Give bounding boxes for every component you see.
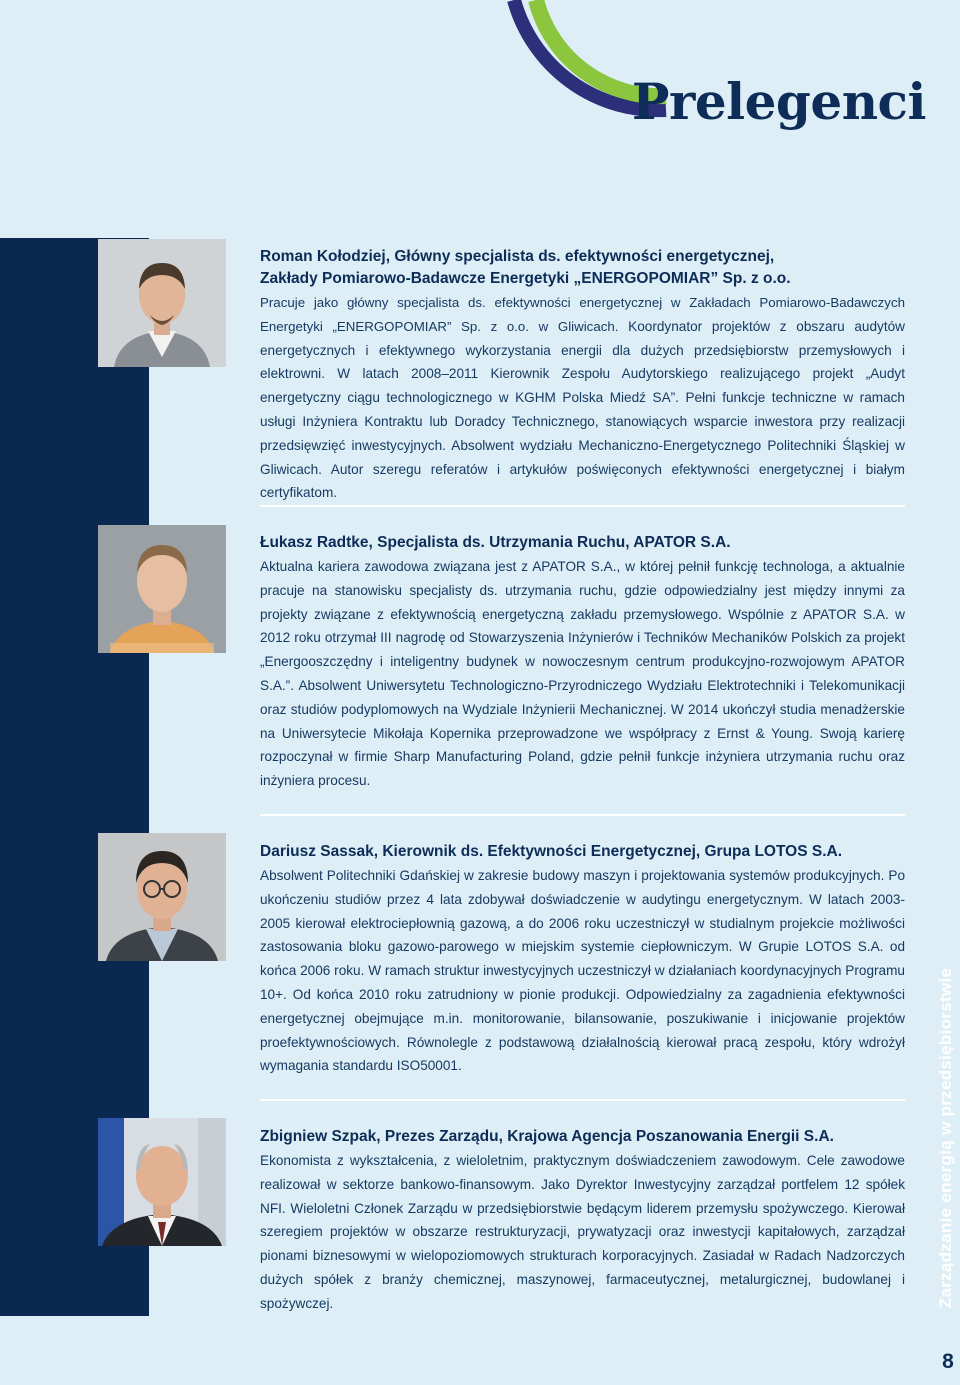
speaker-name-line-1: Roman Kołodziej, Główny specjalista ds. efektywności energetycznej,	[260, 248, 775, 265]
speaker-name-line-2: Zakłady Pomiarowo-Badawcze Energetyki „ENERGOPOMIAR” Sp. z o.o.	[260, 270, 791, 287]
side-label-text: Zarządzanie energią w przedsiębiorstwie	[936, 967, 955, 1309]
speaker-description: Absolwent Politechniki Gdańskiej w zakresie budowy maszyn i projektowania systemów produkcyjnych. Po ukończeniu studiów przez 4 lata zdobywał doświadczenie w audytingu energetycznym. W latach 2003-2005 kierował elektrociepłownią gazową, a do 2006 roku uczestniczył w studialnym projekcie możliwości zastosowania bloku gazowo-parowego w miejskim systemie ciepłowniczym. W Grupie LOTOS S.A. od końca 2006 roku. W ramach struktur inwestycyjnych uczestniczył w działaniach koordynacyjnych Programu 10+. Od końca 2010 roku zatrudniony w pionie produkcji. Odpowiedzialny za zagadnienia efektywności energetycznej obejmujące m.in. monitorowanie, bilansowanie, poszukiwanie i inicjowanie projektów proefektywnościowych. Równolegle z podstawową działalnością kierował pracą zespołu, który wdrożył wymagania standardu ISO50001.	[260, 868, 905, 1074]
speaker-name	[260, 246, 905, 290]
section-divider	[260, 814, 905, 816]
speaker-bio-2	[260, 532, 905, 793]
speaker-photo-1	[98, 239, 226, 367]
side-label	[934, 960, 958, 1316]
speaker-bio-1	[260, 246, 905, 505]
speaker-name: Zbigniew Szpak, Prezes Zarządu, Krajowa Agencja Poszanowania Energii S.A.	[260, 1128, 834, 1145]
page-number: 8	[942, 1350, 954, 1373]
page-title: Prelegenci	[631, 72, 926, 131]
speaker-photo-3	[98, 833, 226, 961]
speaker-photo-2	[98, 525, 226, 653]
speaker-bio-4	[260, 1126, 905, 1316]
speaker-description: Aktualna kariera zawodowa związana jest z APATOR S.A., w której pełnił funkcję technologa, a aktualnie pracuje na stanowisku specjalisty ds. utrzymania ruchu, gdzie odpowiedzialny jest między innymi za projekty związane z efektywnością energetyczną zakładu przemysłowego. Wspólnie z APATOR S.A. w 2012 roku otrzymał III nagrodę od Stowarzyszenia Inżynierów i Techników Mechaników Polskich za projekt „Energooszczędny i inteligentny budynek w nowoczesnym centrum produkcyjno-rozwojowym APATOR S.A.”. Absolwent Uniwersytetu Technologiczno-Przyrodniczego Wydziału Elektrotechniki i Telekomunikacji oraz studiów podyplomowych na Wydziale Inżynierii Mechanicznej. W 2014 ukończył studia menadżerskie na Uniwersytecie Mikołaja Kopernika przeprowadzone we współpracy z Ernst & Young. Swoją karierę rozpoczynał w firmie Sharp Manufacturing Poland, gdzie pełnił funkcje inżyniera utrzymania ruchu oraz inżyniera procesu.	[260, 559, 905, 789]
speaker-photo-4	[98, 1118, 226, 1246]
speaker-description	[260, 291, 905, 505]
speaker-description: Ekonomista z wykształcenia, z wieloletnim, praktycznym doświadczeniem zawodowym. Cele zawodowe realizował w sektorze bankowo-finansowym. Jako Dyrektor Inwestycyjny zarządzał portfelem 12 spółek NFI. Wieloletni Członek Zarządu w przedsiębiorstwie będącym liderem przemysłu spożywczego. Kierował szeregiem projektów w obszarze restrukturyzacji, prywatyzacji oraz inwestycji kapitałowych, zarządzał pionami biznesowymi w wielopoziomowych strukturach korporacyjnych. Zasiadał w Radach Nadzorczych dużych spółek z branży chemicznej, maszynowej, farmaceutycznej, metalurgicznej, budowlanej i spożywczej.	[260, 1153, 905, 1311]
speaker-name: Dariusz Sassak, Kierownik ds. Efektywności Energetycznej, Grupa LOTOS S.A.	[260, 843, 843, 860]
speaker-name: Łukasz Radtke, Specjalista ds. Utrzymania Ruchu, APATOR S.A.	[260, 534, 731, 551]
section-divider	[260, 505, 905, 507]
speaker-intro: Pracuje jako główny specjalista ds. efektywności energetycznej w Zakładach Pomiarowo-Badawczych Energetyki „ENERGOPOMIAR” Sp. z o.o. w Gliwicach.	[260, 295, 905, 334]
section-divider	[260, 1099, 905, 1101]
speaker-details: Koordynator projektów z obszaru audytów energetycznych i efektywnego wykorzystania energii dla dużych przedsiębiorstw przemysłowych i elektrowni. W latach 2008–2011 Kierownik Zespołu Audytorskiego realizującego projekt „Audyt energetyczny ciągu technologicznego w KGHM Polska Miedź SA”. Pełni funkcje techniczne w ramach usługi Inżyniera Kontraktu lub Doradcy Technicznego, stanowiących wsparcie inwestora przy realizacji przedsięwzięć inwestycyjnych. Absolwent wydziału Mechaniczno-Energetycznego Politechniki Śląskiej w Gliwicach. Autor szeregu referatów i artykułów poświęconych efektywności energetycznej i białym certyfikatom.	[260, 318, 905, 501]
speaker-bio-3	[260, 841, 905, 1078]
